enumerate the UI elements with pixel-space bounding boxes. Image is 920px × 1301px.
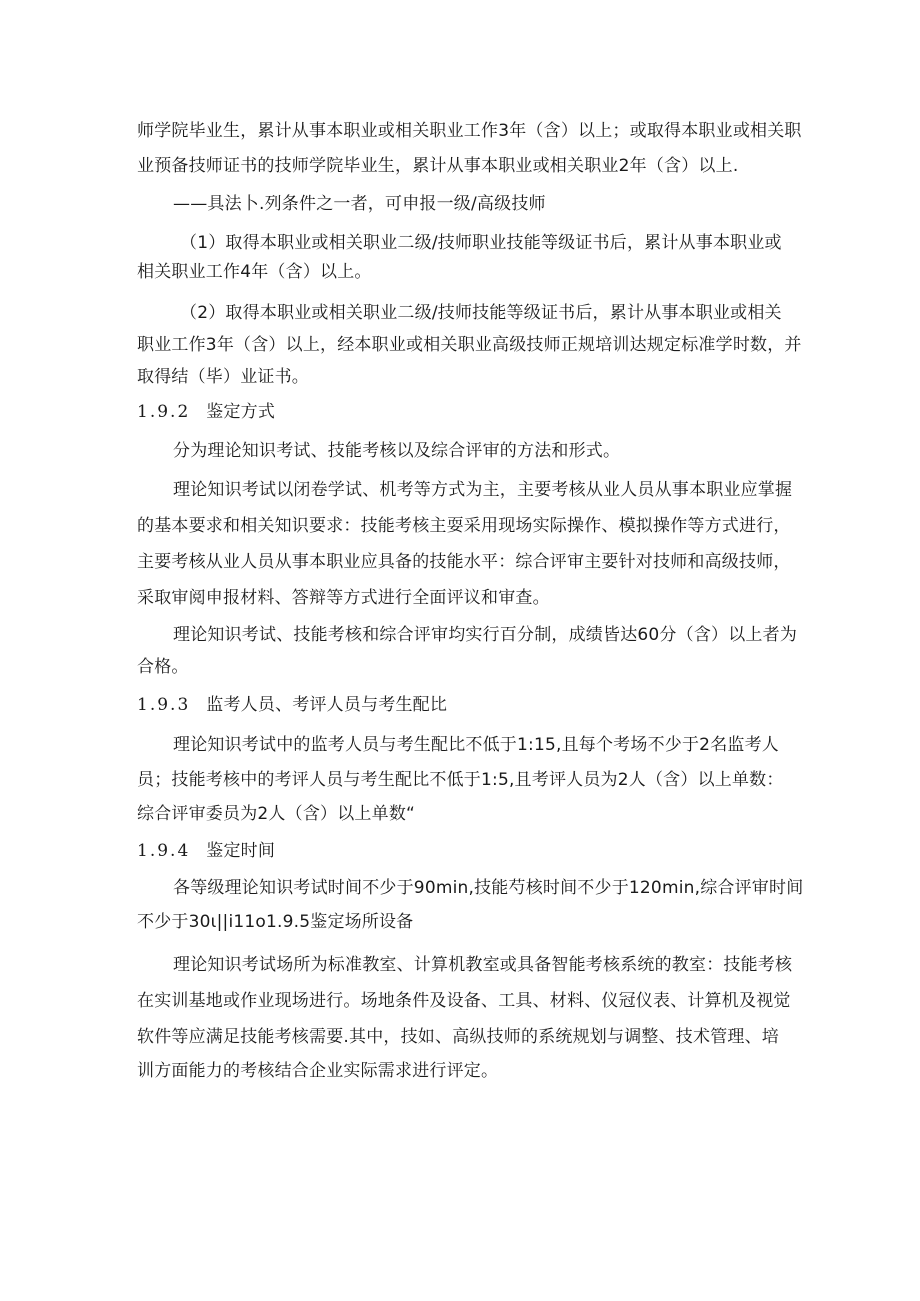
- text-line: 理论知识考试中的监考人员与考生配比不低于1:15,且每个考场不少于2名监考人: [173, 735, 779, 755]
- section-number: 1.9.4: [137, 841, 191, 861]
- section-title: 鉴定时间: [206, 841, 276, 861]
- section-heading: [137, 694, 447, 716]
- text-line: 相关职业工作4年（含）以上。: [137, 262, 372, 282]
- text-line: 采取审阅申报材料、答辩等方式进行全面评议和审查。: [137, 588, 550, 608]
- text-line: 职业工作3年（含）以上，经本职业或相关职业高级技师正规培训达规定标准学时数，并: [137, 335, 802, 355]
- text-line: 员；技能考核中的考评人员与考生配比不低于1:5,且考评人员为2人（含）以上单数：: [137, 770, 784, 790]
- text-line: （2）取得本职业或相关职业二级/技师技能等级证书后，累计从事本职业或相关: [180, 303, 782, 323]
- section-number: 1.9.3: [137, 695, 191, 715]
- section-heading: [137, 401, 275, 423]
- section-title: 鉴定方式: [206, 402, 276, 422]
- text-line: 在实训基地或作业现场进行。场地条件及设备、工具、材料、仪冠仪表、计算机及视觉: [137, 991, 791, 1011]
- text-line: 综合评审委员为2人（含）以上单数“: [137, 804, 416, 824]
- section-title: 监考人员、考评人员与考生配比: [206, 695, 448, 715]
- text-line: 师学院毕业生，累计从事本职业或相关职业工作3年（含）以上；或取得本职业或相关职: [137, 121, 802, 141]
- section-number: 1.9.2: [137, 402, 191, 422]
- text-line: 各等级理论知识考试时间不少于90min,技能芍核时间不少于120min,综合评审时间: [173, 878, 804, 898]
- text-line: 理论知识考试以闭卷学试、机考等方式为主，主要考核从业人员从事本职业应掌握: [173, 480, 793, 500]
- text-line: 软件等应满足技能考核需要.其中，技如、高纵技师的系统规划与调整、技术管理、培: [137, 1027, 780, 1047]
- text-line: 分为理论知识考试、技能考核以及综合评审的方法和形式。: [173, 441, 621, 461]
- text-line: 理论知识考试、技能考核和综合评审均实行百分制，成绩皆达60分（含）以上者为: [173, 625, 798, 645]
- section-heading: [137, 840, 275, 862]
- text-line: （1）取得本职业或相关职业二级/技师职业技能等级证书后，累计从事本职业或: [180, 233, 782, 253]
- text-line: 主要考核从业人员从事本职业应具备的技能水平：综合评审主要针对技师和高级技师，: [137, 552, 791, 572]
- text-line: 理论知识考试场所为标准教室、计算机教室或具备智能考核系统的教室：技能考核: [173, 955, 793, 975]
- text-line: 训方面能力的考核结合企业实际需求进行评定。: [137, 1061, 499, 1081]
- text-line: 的基本要求和相关知识要求：技能考核主耍采用现场实际操作、模拟操作等方式进行，: [137, 516, 791, 536]
- text-line: 合格。: [137, 657, 189, 677]
- text-line: ——具法卜.列条件之一者，可申报一级/高级技师: [173, 194, 546, 214]
- text-line: 不少于30ι||i11o1.9.5鉴定场所设备: [137, 912, 414, 932]
- text-line: 业预备技师证书的技师学院毕业生，累计从事本职业或相关职业2年（含）以上.: [137, 156, 739, 176]
- text-line: 取得结（毕）业证书。: [137, 367, 309, 387]
